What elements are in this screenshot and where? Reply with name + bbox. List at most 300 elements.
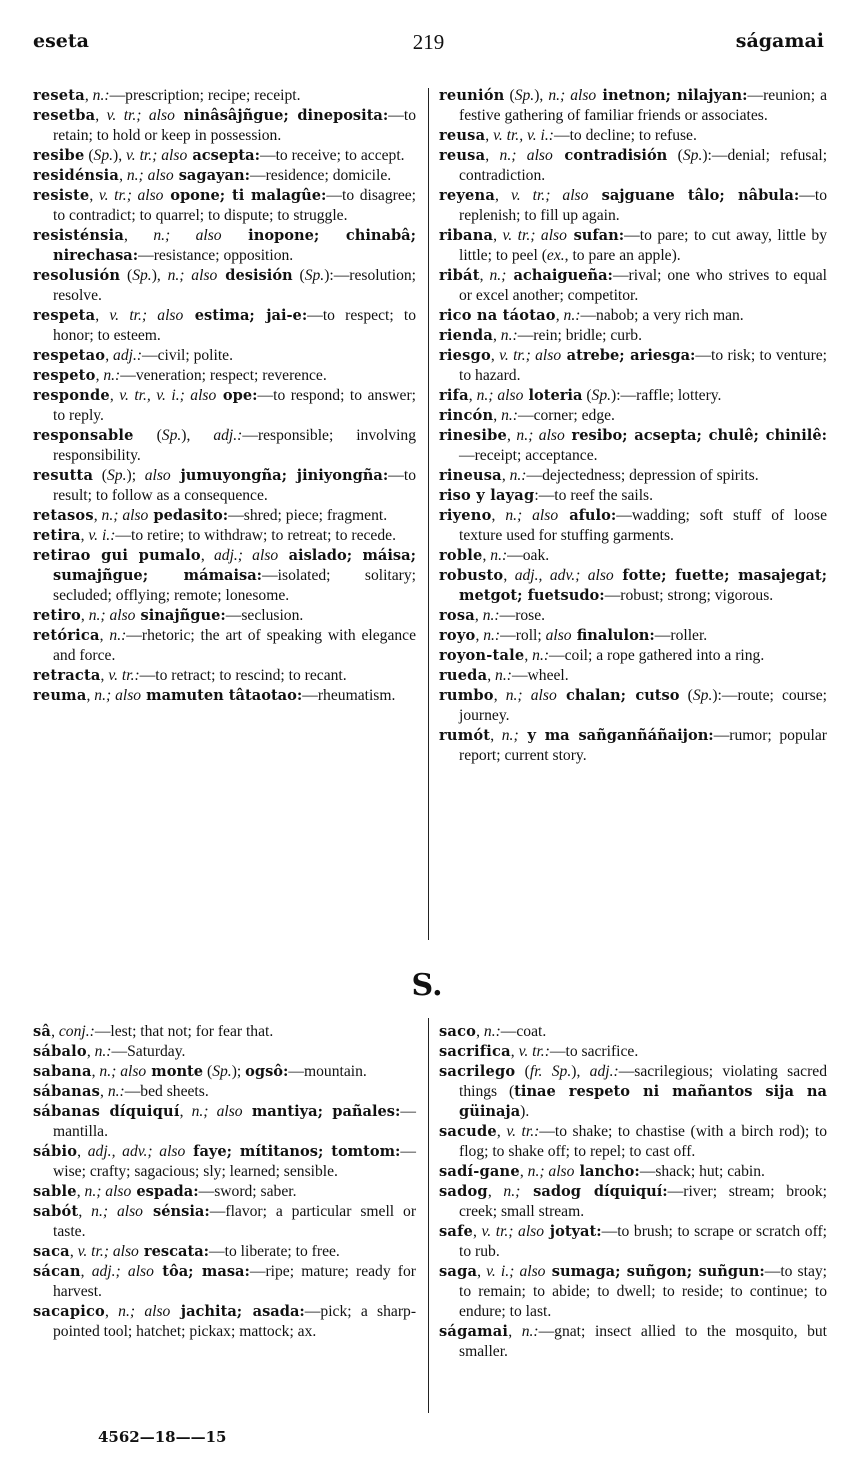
grammar-label: ex.: [546, 247, 565, 264]
headword: sacude: [439, 1123, 497, 1140]
synonym: monte: [146, 1063, 204, 1080]
dictionary-entry: rineusa, n.:—dejectedness; depression of spirits.: [439, 467, 759, 484]
definition: —to result; to follow as a consequence.: [53, 467, 416, 504]
dictionary-entry: royon-tale, n.:—coil; a rope gathered into a ring.: [439, 647, 765, 664]
synonym: rescata:: [138, 1243, 210, 1260]
headword: retórica: [33, 627, 100, 644]
dictionary-entry: rincón, n.:—corner; edge.: [439, 407, 615, 424]
dictionary-entry: ribana, v. tr.; also sufan:—to pare; to cut away, little by little; to peel (ex., to pare an apple).: [439, 227, 828, 264]
definition: ):—raffle; lottery.: [611, 387, 722, 404]
running-head: [33, 30, 824, 54]
grammar-label: v. tr.; also: [510, 187, 589, 204]
definition: ),: [151, 267, 168, 284]
headword: rosa: [439, 607, 475, 624]
dictionary-entry: riesgo, v. tr.; also atrebe; ariesga:—to risk; to venture; to hazard.: [439, 347, 828, 384]
definition: —corner; edge.: [517, 407, 615, 424]
definition: —Saturday.: [111, 1043, 186, 1060]
definition: —to pare; to cut away, little by little; to peel (: [459, 227, 828, 264]
definition: ),: [534, 87, 549, 104]
grammar-label: Sp.: [514, 87, 535, 104]
dictionary-entry: respeto, n.:—veneration; respect; reverence.: [33, 367, 327, 384]
grammar-label: n.; also: [516, 427, 565, 444]
definition: —sword; saber.: [198, 1183, 297, 1200]
grammar-label: n.:: [109, 627, 127, 644]
definition: (: [84, 147, 94, 164]
headword: respetao: [33, 347, 106, 364]
headword: sábalo: [33, 1043, 87, 1060]
definition: —resistance; opposition.: [138, 247, 294, 264]
dictionary-entry: rueda, n.:—wheel.: [439, 667, 569, 684]
dictionary-entry: roble, n.:—oak.: [439, 547, 550, 564]
synonym: inetnon; nilajyan:: [596, 87, 748, 104]
synonym: jumuyongña; jiniyongña:: [170, 467, 389, 484]
headword: resolusión: [33, 267, 121, 284]
grammar-label: n.; also: [191, 1103, 243, 1120]
headword: rienda: [439, 327, 493, 344]
dictionary-entry: responde, v. tr., v. i.; also ope:—to respond; to answer; to reply.: [33, 387, 416, 424]
grammar-label: v. i.; also: [486, 1263, 546, 1280]
dictionary-entry: robusto, adj., adv.; also fotte; fuette; masajegat; metgot; fuetsudo:—robust; strong; vigorous.: [439, 567, 828, 604]
dictionary-entry: [33, 466, 416, 506]
synonym: inopone; chinabâ; nirechasa:: [53, 227, 417, 264]
synonym: mamuten tâtaotao:: [141, 687, 303, 704]
headword: resutta: [33, 467, 94, 484]
headword: rinesibe: [439, 427, 507, 444]
dictionary-entry: reusa, v. tr., v. i.:—to decline; to refuse.: [439, 127, 697, 144]
dictionary-entry: sabót, n.; also sénsia:—flavor; a particular smell or taste.: [33, 1203, 417, 1240]
definition: —river; stream; brook; creek; small stream.: [459, 1183, 827, 1220]
dictionary-entry: retirao gui pumalo, adj.; also aislado; máisa; sumajñgue; mámaisa:—isolated; solitary; secluded; offlying; remote; lonesome.: [33, 547, 416, 604]
grammar-label: n.; also: [476, 387, 524, 404]
dictionary-entry: sadí-gane, n.; also lancho:—shack; hut; cabin.: [439, 1163, 765, 1180]
headword: sábio: [33, 1143, 78, 1160]
synonym: ope:: [216, 387, 258, 404]
grammar-label: n.; also: [167, 267, 218, 284]
synonym: jotyat:: [544, 1223, 602, 1240]
dictionary-entry: riyeno, n.; also afulo:—wadding; soft stuff of loose texture used for stuffing garments.: [439, 507, 828, 544]
definition: —to replenish; to fill up again.: [459, 187, 827, 224]
grammar-label: v. tr.; also: [106, 107, 175, 124]
headword: respeto: [33, 367, 96, 384]
column-divider: [428, 1018, 429, 1413]
headword: reusa: [439, 147, 486, 164]
page-number: 219: [412, 30, 445, 54]
dictionary-entry: ságamai, n.:—gnat; insect allied to the mosquito, but smaller.: [439, 1323, 827, 1360]
grammar-label: n.:: [509, 467, 527, 484]
definition: —shred; piece; fragment.: [228, 507, 388, 524]
column-left: [33, 86, 416, 706]
headword: royon-tale: [439, 647, 525, 664]
definition: —to retain; to hold or keep in possession.: [53, 107, 417, 144]
definition: —seclusion.: [225, 607, 304, 624]
dictionary-entry: respetao, adj.:—civil; polite.: [33, 347, 233, 364]
definition: —to retract; to rescind; to recant.: [139, 667, 347, 684]
definition: , to pare an apple).: [564, 247, 681, 264]
definition: —wise; crafty; sagacious; sly; learned; sensible.: [53, 1143, 417, 1180]
synonym: sufan:: [566, 227, 625, 244]
grammar-label: n.; also: [548, 87, 597, 104]
headword: retira: [33, 527, 81, 544]
definition: —isolated; solitary; secluded; offlying; remote; lonesome.: [53, 567, 416, 604]
synonym: sumaga; suñgon; suñgun:: [545, 1263, 765, 1280]
grammar-label: also: [144, 467, 171, 484]
dictionary-entry: retiro, n.; also sinajñgue:—seclusion.: [33, 607, 304, 624]
dictionary-entry: sacude, v. tr.:—to shake; to chastise (with a birch rod); to flog; to shake off; to repel; to cast off.: [439, 1123, 828, 1160]
definition: —rhetoric; the art of speaking with elegance and force.: [53, 627, 417, 664]
synonym: loteria: [523, 387, 583, 404]
definition: —mantilla.: [53, 1103, 416, 1140]
headword: reunión: [439, 87, 505, 104]
headword: rincón: [439, 407, 494, 424]
dictionary-entry: sadog, n.; sadog díquiquí:—river; stream; brook; creek; small stream.: [439, 1183, 827, 1220]
definition: (: [679, 687, 693, 704]
headword: ribana: [439, 227, 494, 244]
grammar-label: n.:: [521, 1323, 539, 1340]
dictionary-entry: retira, v. i.:—to retire; to withdraw; to retreat; to recede.: [33, 527, 396, 544]
headword: reyena: [439, 187, 496, 204]
grammar-label: n.:: [92, 87, 110, 104]
dictionary-entry: respeta, v. tr.; also estima; jai-e:—to respect; to honor; to esteem.: [33, 307, 417, 344]
grammar-label: n.; also: [94, 687, 142, 704]
dictionary-entry: ribát, n.; achaigueña:—rival; one who strives to equal or excel another; competitor.: [439, 267, 827, 304]
dictionary-entry: sâ, conj.:—lest; that not; for fear that.: [33, 1023, 274, 1040]
headword: sabana: [33, 1063, 92, 1080]
definition: :—to reef the sails.: [534, 487, 654, 504]
headword: sábanas: [33, 1083, 101, 1100]
synonym: desisión: [217, 267, 293, 284]
headword: sâ: [33, 1023, 52, 1040]
headword: roble: [439, 547, 483, 564]
definition: —rival; one who strives to equal or excel another; competitor.: [459, 267, 827, 304]
grammar-label: n.; also: [505, 687, 557, 704]
definition: —shack; hut; cabin.: [639, 1163, 765, 1180]
grammar-label: n.; also: [153, 227, 222, 244]
headword: riesgo: [439, 347, 491, 364]
definition: —rein; bridle; curb.: [517, 327, 642, 344]
definition: —rumor; popular report; current story.: [459, 727, 827, 764]
definition: —ripe; mature; ready for harvest.: [53, 1263, 416, 1300]
grammar-label: n.;: [501, 727, 519, 744]
grammar-label: n.:: [532, 647, 550, 664]
definition: —flavor; a particular smell or taste.: [53, 1203, 417, 1240]
definition: (: [582, 387, 592, 404]
definition: —to stay; to remain; to abide; to dwell; to reside; to continue; to endure; to last.: [459, 1263, 827, 1320]
grammar-label: n.:: [490, 547, 508, 564]
printer-signature: 4562—18——15: [98, 1428, 227, 1446]
dictionary-entry: [439, 486, 827, 506]
grammar-label: n.; also: [84, 1183, 132, 1200]
definition: —oak.: [507, 547, 550, 564]
grammar-label: v. tr., v. i.:: [493, 127, 554, 144]
synonym: sagayan:: [173, 167, 250, 184]
headword: sabót: [33, 1203, 79, 1220]
headword: reusa: [439, 127, 486, 144]
headword: rineusa: [439, 467, 502, 484]
dictionary-entry: sábio, adj., adv.; also faye; mítitanos; tomtom:—wise; crafty; sagacious; sly; learned; sensible.: [33, 1143, 417, 1180]
dictionary-entry: reusa, n.; also contradisión (Sp.):—denial; refusal; contradiction.: [439, 147, 828, 184]
headword: saco: [439, 1023, 477, 1040]
headword: resiste: [33, 187, 90, 204]
headword: respeta: [33, 307, 96, 324]
synonym: ogsô:: [245, 1063, 289, 1080]
synonym: jachita; asada:: [170, 1303, 305, 1320]
definition: —responsible; involving responsibility.: [53, 427, 416, 464]
dictionary-entry: sacapico, n.; also jachita; asada:—pick; a sharp-pointed tool; hatchet; pickax; mattock; ax.: [33, 1303, 417, 1340]
headword: sacapico: [33, 1303, 105, 1320]
grammar-label: conj.:: [58, 1023, 95, 1040]
grammar-label: n.:: [500, 327, 518, 344]
definition: );: [231, 1063, 246, 1080]
synonym: atrebe; ariesga:: [561, 347, 696, 364]
headword: retasos: [33, 507, 94, 524]
synonym: sadog díquiquí:: [520, 1183, 668, 1200]
synonym: pedasito:: [148, 507, 229, 524]
guide-word-first: eseta: [33, 30, 89, 52]
definition: ):—route; course; journey.: [459, 687, 827, 724]
grammar-label: fr. Sp.: [529, 1063, 572, 1080]
headword: rico na táotao: [439, 307, 556, 324]
definition: —lest; that not; for fear that.: [94, 1023, 274, 1040]
definition: —prescription; recipe; receipt.: [109, 87, 301, 104]
synonym: achaigueña:: [506, 267, 613, 284]
grammar-label: Sp.: [304, 267, 325, 284]
dictionary-entry: reuma, n.; also mamuten tâtaotao:—rheumatism.: [33, 687, 396, 704]
headword: reseta: [33, 87, 85, 104]
headword: sacrilego: [439, 1063, 516, 1080]
definition: —civil; polite.: [142, 347, 233, 364]
column-left: [33, 1022, 416, 1342]
dictionary-entry: rumbo, n.; also chalan; cutso (Sp.):—route; course; journey.: [439, 687, 827, 724]
grammar-label: v. i.:: [88, 527, 116, 544]
headword: robusto: [439, 567, 504, 584]
definition: —to sacrifice.: [549, 1043, 639, 1060]
grammar-label: v. tr.; also: [126, 147, 188, 164]
dictionary-entry: saco, n.:—coat.: [439, 1023, 547, 1040]
definition: ),: [113, 147, 127, 164]
column-divider: [428, 88, 429, 940]
headword: responsable: [33, 427, 134, 444]
grammar-label: n.:: [495, 667, 512, 684]
definition: ).: [520, 1103, 530, 1120]
dictionary-entry: residénsia, n.; also sagayan:—residence; domicile.: [33, 167, 392, 184]
definition: —roll;: [500, 627, 546, 644]
grammar-label: adj.:: [213, 427, 243, 444]
definition: );: [126, 467, 145, 484]
headword: safe: [439, 1223, 474, 1240]
definition: —to decline; to refuse.: [553, 127, 697, 144]
column-right: [439, 1022, 827, 1362]
grammar-label: n.; also: [126, 167, 174, 184]
dictionary-entry: reyena, v. tr.; also sajguane tâlo; nâbula:—to replenish; to fill up again.: [439, 187, 827, 224]
dictionary-entry: sácan, adj.; also tôa; masa:—ripe; mature; ready for harvest.: [33, 1263, 416, 1300]
dictionary-entry: [439, 1062, 827, 1122]
headword: ságamai: [439, 1323, 509, 1340]
guide-word-last: ságamai: [735, 30, 824, 52]
synonym: fotte; fuette; masajegat; metgot; fuetsudo:: [459, 567, 828, 604]
definition: —gnat; insect allied to the mosquito, but smaller.: [459, 1323, 827, 1360]
grammar-label: also: [545, 627, 572, 644]
headword: saca: [33, 1243, 70, 1260]
grammar-label: adj., adv.; also: [87, 1143, 186, 1160]
grammar-label: Sp.: [93, 147, 114, 164]
definition: —to receive; to accept.: [259, 147, 405, 164]
grammar-label: v. tr.; also: [77, 1243, 139, 1260]
grammar-label: n.:: [563, 307, 581, 324]
dictionary-entry: resetba, v. tr.; also ninâsâjñgue; dineposita:—to retain; to hold or keep in possession.: [33, 107, 417, 144]
headword: retiro: [33, 607, 81, 624]
dictionary-entry: [33, 426, 416, 466]
grammar-label: adj.; also: [213, 547, 279, 564]
grammar-label: n.; also: [505, 507, 559, 524]
dictionary-entry: [33, 146, 416, 166]
definition: —roller.: [654, 627, 708, 644]
dictionary-entry: reseta, n.:—prescription; recipe; receipt.: [33, 87, 301, 104]
grammar-label: n.; also: [88, 607, 136, 624]
synonym: aislado; máisa; sumajñgue; mámaisa:: [53, 547, 416, 584]
grammar-label: Sp.: [212, 1063, 232, 1080]
dictionary-entry: saga, v. i.; also sumaga; suñgon; suñgun:—to stay; to remain; to abide; to dwell; to reside; to continue; to endure; to last.: [439, 1263, 827, 1320]
synonym: contradisión: [552, 147, 668, 164]
headword: sadog: [439, 1183, 488, 1200]
definition: —to brush; to scrape or scratch off; to rub.: [459, 1223, 828, 1260]
dictionary-entry: sable, n.; also espada:—sword; saber.: [33, 1183, 297, 1200]
definition: —rose.: [499, 607, 546, 624]
definition: —pick; a sharp-pointed tool; hatchet; pickax; mattock; ax.: [53, 1303, 417, 1340]
definition: —to respect; to honor; to esteem.: [53, 307, 417, 344]
grammar-label: v. tr.:: [108, 667, 140, 684]
grammar-label: v. tr.; also: [499, 347, 562, 364]
definition: —to disagree; to contradict; to quarrel; to dispute; to struggle.: [53, 187, 416, 224]
definition: —wheel.: [511, 667, 569, 684]
definition: —robust; strong; vigorous.: [604, 587, 774, 604]
grammar-label: v. tr.; also: [502, 227, 567, 244]
headword: saga: [439, 1263, 478, 1280]
synonym: faye; mítitanos; tomtom:: [185, 1143, 401, 1160]
dictionary-entry: royo, n.:—roll; also finalulon:—roller.: [439, 627, 708, 644]
definition: —residence; domicile.: [250, 167, 392, 184]
definition: (: [93, 467, 107, 484]
dictionary-entry: [439, 86, 827, 126]
grammar-label: n.:: [107, 1083, 125, 1100]
headword: responde: [33, 387, 110, 404]
synonym: ninâsâjñgue; dineposita:: [174, 107, 389, 124]
definition: —rheumatism.: [302, 687, 396, 704]
definition: —to retire; to withdraw; to retreat; to recede.: [115, 527, 396, 544]
synonym: opone; ti malagûe:: [163, 187, 327, 204]
headword: sácan: [33, 1263, 81, 1280]
synonym: acsepta:: [187, 147, 260, 164]
headword: resibe: [33, 147, 85, 164]
headword: sacrifica: [439, 1043, 511, 1060]
grammar-label: Sp.: [682, 147, 703, 164]
grammar-label: n.; also: [99, 1063, 147, 1080]
headword: reuma: [33, 687, 87, 704]
synonym: tinae respeto ni mañantos sija na güinaja: [459, 1083, 827, 1120]
grammar-label: v. tr.; also: [98, 187, 164, 204]
definition: (: [667, 147, 683, 164]
definition: —to liberate; to free.: [209, 1243, 340, 1260]
grammar-label: n.:: [501, 407, 518, 424]
headword: retracta: [33, 667, 101, 684]
definition: —coil; a rope gathered into a ring.: [549, 647, 765, 664]
synonym: estima; jai-e:: [183, 307, 308, 324]
headword: rumbo: [439, 687, 494, 704]
dictionary-entry: rienda, n.:—rein; bridle; curb.: [439, 327, 642, 344]
grammar-label: n.:: [482, 607, 500, 624]
definition: —sacrilegious; violating sacred things (: [459, 1063, 827, 1100]
synonym: chalan; cutso: [556, 687, 680, 704]
headword: rumót: [439, 727, 491, 744]
grammar-label: adj.; also: [91, 1263, 154, 1280]
dictionary-entry: sabana, n.; also monte (Sp.); ogsô:—mountain.: [33, 1063, 367, 1080]
grammar-label: v. tr.:: [506, 1123, 540, 1140]
grammar-label: v. tr.; also: [109, 307, 184, 324]
grammar-label: n.; also: [101, 507, 149, 524]
dictionary-entry: rosa, n.:—rose.: [439, 607, 546, 624]
dictionary-entry: resiste, v. tr.; also opone; ti malagûe:—to disagree; to contradict; to quarrel; to dispute; to struggle.: [33, 187, 416, 224]
grammar-label: n.; also: [118, 1303, 171, 1320]
dictionary-entry: rinesibe, n.; also resibo; acsepta; chulê; chinilê:—receipt; acceptance.: [439, 427, 828, 464]
definition: —coat.: [500, 1023, 547, 1040]
grammar-label: n.:: [94, 1043, 112, 1060]
dictionary-entry: sacrifica, v. tr.:—to sacrifice.: [439, 1043, 639, 1060]
definition: (: [120, 267, 133, 284]
grammar-label: v. tr.:: [518, 1043, 550, 1060]
grammar-label: n.; also: [527, 1163, 575, 1180]
grammar-label: Sp.: [692, 687, 713, 704]
dictionary-entry: rumót, n.; y ma sañganñáñaijon:—rumor; popular report; current story.: [439, 727, 827, 764]
definition: —to shake; to chastise (with a birch rod); to flog; to shake off; to repel; to cast off.: [459, 1123, 828, 1160]
definition: —to risk; to venture; to hazard.: [459, 347, 828, 384]
synonym: sénsia:: [142, 1203, 210, 1220]
definition: (: [133, 427, 162, 444]
synonym: espada:: [131, 1183, 199, 1200]
synonym: mantiya; pañales:: [242, 1103, 401, 1120]
headword: rueda: [439, 667, 488, 684]
synonym: finalulon:: [571, 627, 655, 644]
grammar-label: n.; also: [499, 147, 553, 164]
definition: ),: [571, 1063, 590, 1080]
dictionary-entry: resisténsia, n.; also inopone; chinabâ; nirechasa:—resistance; opposition.: [33, 227, 417, 264]
headword: riyeno: [439, 507, 492, 524]
headword: sábanas díquiquí: [33, 1103, 180, 1120]
grammar-label: Sp.: [132, 267, 152, 284]
definition: —reunion; a festive gathering of familiar friends or associates.: [459, 87, 827, 124]
definition: —mountain.: [288, 1063, 367, 1080]
dictionary-entry: sábalo, n.:—Saturday.: [33, 1043, 186, 1060]
headword: resisténsia: [33, 227, 125, 244]
column-right: [439, 86, 827, 766]
definition: ):—resolution; resolve.: [53, 267, 417, 304]
synonym: y ma sañganñáñaijon:: [518, 727, 714, 744]
dictionary-entry: retasos, n.; also pedasito:—shred; piece; fragment.: [33, 507, 388, 524]
dictionary-entry: [33, 266, 416, 306]
synonym: sajguane tâlo; nâbula:: [588, 187, 800, 204]
dictionary-entry: retracta, v. tr.:—to retract; to rescind; to recant.: [33, 667, 347, 684]
definition: (: [292, 267, 305, 284]
dictionary-entry: safe, v. tr.; also jotyat:—to brush; to scrape or scratch off; to rub.: [439, 1223, 828, 1260]
dictionary-entry: rifa, n.; also loteria (Sp.):—raffle; lottery.: [439, 387, 722, 404]
headword: royo: [439, 627, 476, 644]
dictionary-entry: retórica, n.:—rhetoric; the art of speaking with elegance and force.: [33, 627, 417, 664]
grammar-label: n.:: [483, 1023, 501, 1040]
headword: sadí-gane: [439, 1163, 520, 1180]
synonym: resibo; acsepta; chulê; chinilê:: [564, 427, 828, 444]
section-heading-s: S.: [411, 968, 443, 1003]
definition: —to respond; to answer; to reply.: [53, 387, 416, 424]
definition: —nabob; a very rich man.: [580, 307, 744, 324]
definition: —receipt; acceptance.: [459, 447, 598, 464]
